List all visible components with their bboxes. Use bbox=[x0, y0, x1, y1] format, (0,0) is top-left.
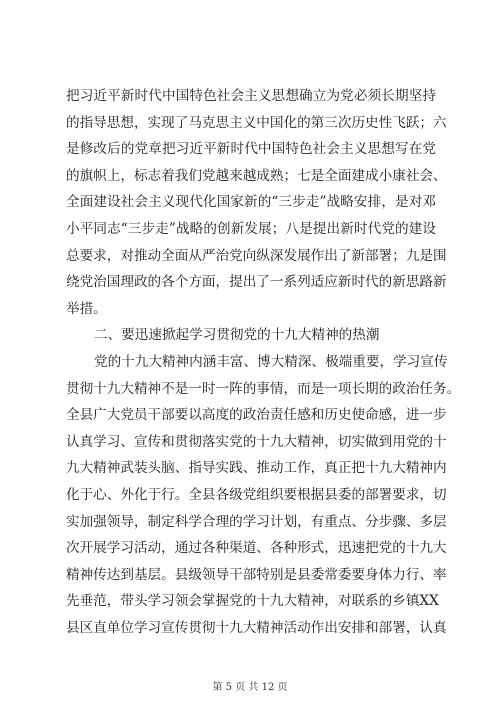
text-line: 党的十九大精神内涵丰富、博大精深、极端重要，学习宣传 bbox=[94, 353, 448, 370]
text-line: 小平同志“三步走”战略的创新发展；八是提出新时代党的建设 bbox=[66, 220, 436, 237]
text-line: 次开展学习活动，通过各种渠道、各种形式，迅速把党的十九大 bbox=[66, 540, 447, 557]
text-line: 九大精神武装头脑、指导实践、推动工作，真正把十九大精神内 bbox=[66, 460, 447, 477]
document-body bbox=[66, 83, 461, 641]
text-line: 是修改后的党章把习近平新时代中国特色社会主义思想写在党 bbox=[66, 141, 436, 158]
text-line: 认真学习、宣传和贯彻落实党的十九大精神，切实做到用党的十 bbox=[66, 433, 447, 450]
text-line: 绕党治国理政的各个方面，提出了一系列适应新时代的新思路新 bbox=[66, 274, 447, 291]
text-line: 把习近平新时代中国特色社会主义思想确立为党必须长期坚持 bbox=[66, 88, 436, 104]
text-line: 化于心、外化于行。全县各级党组织要根据县委的部署要求，切 bbox=[66, 486, 447, 503]
text-line: 实加强领导，制定科学合理的学习计划，有重点、分步骤、多层 bbox=[66, 513, 447, 530]
text-line: 县区直单位学习宣传贯彻十九大精神活动作出安排和部署，认真 bbox=[66, 619, 447, 636]
text-line: 举措。 bbox=[66, 300, 107, 317]
section-heading: 二、要迅速掀起学习贯彻党的十九大精神的热潮 bbox=[94, 327, 380, 344]
text-line: 先垂范，带头学习领会掌握党的十九大精神，对联系的乡镇XX bbox=[66, 593, 439, 610]
page-number-footer: 第 5 页 共 12 页 bbox=[212, 682, 288, 693]
text-line: 总要求，对推动全面从严治党向纵深发展作出了新部署；九是围 bbox=[66, 247, 447, 264]
text-line: 全县广大党员干部要以高度的政治责任感和历史使命感，进一步 bbox=[66, 407, 447, 424]
text-line: 的指导思想，实现了马克思主义中国化的第三次历史性飞跃；六 bbox=[66, 114, 447, 131]
text-line: 全面建设社会主义现代化国家新的“三步走”战略安排，是对邓 bbox=[66, 194, 436, 211]
text-line: 的旗帜上，标志着我们党越来越成熟；七是全面建成小康社会、 bbox=[66, 167, 447, 184]
text-line: 贯彻十九大精神不是一时一阵的事情，而是一项长期的政治任务。 bbox=[66, 380, 461, 397]
text-line: 精神传达到基层。县级领导干部特别是县委常委要身体力行、率 bbox=[66, 566, 447, 583]
